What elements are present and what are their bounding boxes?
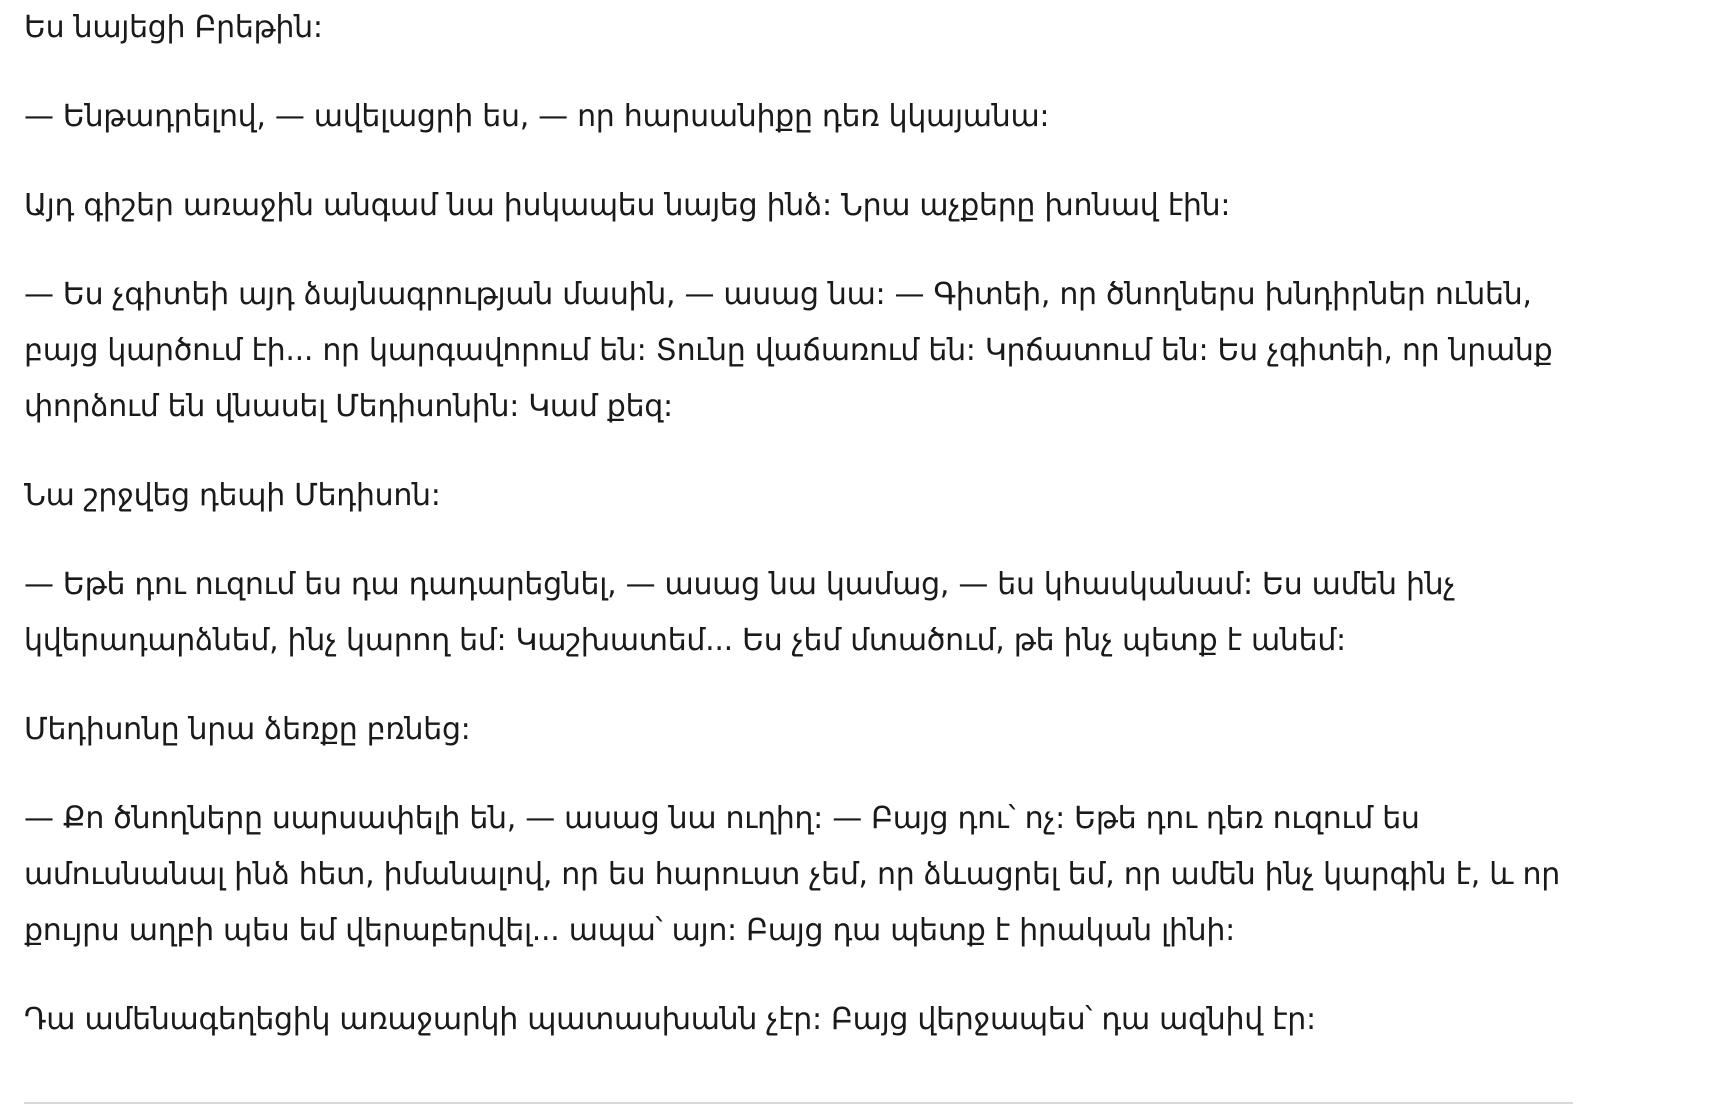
paragraph-5: Նա շրջվեց դեպի Մեդիսոն: bbox=[24, 478, 441, 513]
paragraph-1: Ես նայեցի Բրեթին: bbox=[24, 10, 323, 45]
paragraph-7: Մեդիսոնը նրա ձեռքը բռնեց: bbox=[24, 712, 471, 747]
paragraph-4: — Ես չգիտեի այդ ձայնագրության մասին, — ասաց նա: — Գիտեի, որ ծնողներս խնդիրներ ունեն, բայց կարծում էի... որ կարգավորում են: Տունը վաճառում են: Կրճատում են: Ես չգիտեի, որ նրանք փորձում են վնասել Մեդիսոնին: Կամ քեզ: bbox=[24, 277, 1562, 424]
paragraph-2: — Ենթադրելով, — ավելացրի ես, — որ հարսանիքը դեռ կկայանա: bbox=[24, 99, 1050, 134]
article-body bbox=[24, 0, 1596, 1048]
paragraph-9: Դա ամենագեղեցիկ առաջարկի պատասխանն չէր: Բայց վերջապես՝ դա ազնիվ էր: bbox=[24, 1002, 1316, 1037]
paragraph-3: Այդ գիշեր առաջին անգամ նա իսկապես նայեց ինձ: Նրա աչքերը խոնավ էին: bbox=[24, 188, 1231, 223]
paragraph-6: — Եթե դու ուզում ես դա դադարեցնել, — ասաց նա կամաց, — ես կհասկանամ: Ես ամեն ինչ կվերադարձնեմ, ինչ կարող եմ: Կաշխատեմ... Ես չեմ մտածում, թե ինչ պետք է անեմ: bbox=[24, 567, 1465, 658]
paragraph-8: — Քո ծնողները սարսափելի են, — ասաց նա ուղիղ: — Բայց դու՝ ոչ: Եթե դու դեռ ուզում ես ամուսնանալ ինձ հետ, իմանալով, որ ես հարուստ չեմ, որ ձևացրել եմ, որ ամեն ինչ կարգին է, և որ քույրս աղբի պես եմ վերաբերվել... ապա՝ այո: Բայց դա պետք է իրական լինի: bbox=[24, 801, 1570, 948]
